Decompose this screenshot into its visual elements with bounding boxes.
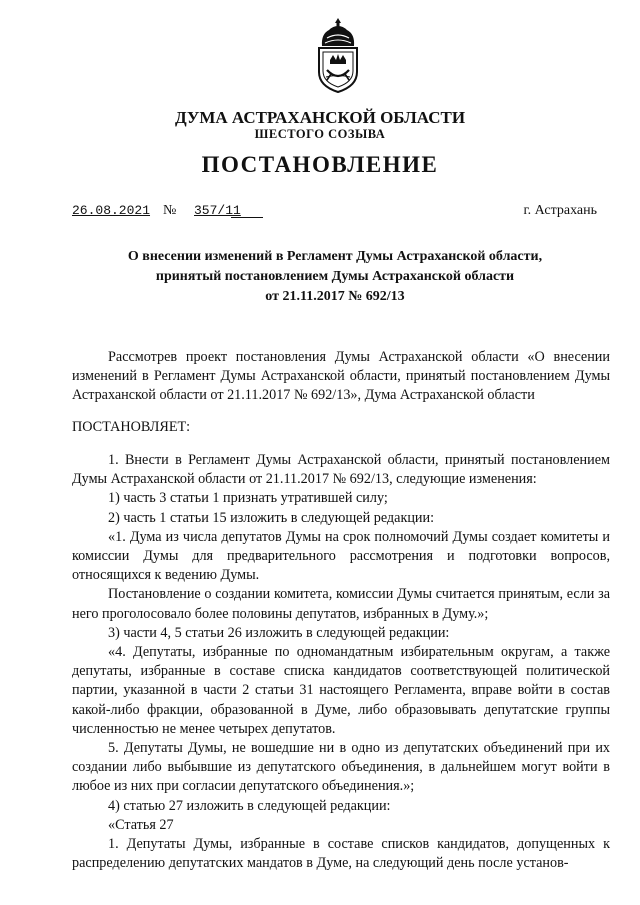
number-underline bbox=[231, 205, 263, 218]
body-paragraph: 1) часть 3 статьи 1 признать утратившей силу; bbox=[108, 490, 388, 507]
body-paragraph: 3) части 4, 5 статьи 26 изложить в следующей редакции: bbox=[108, 624, 450, 641]
body-paragraph: 1. Депутаты Думы, избранные в составе списков кандидатов, допущенных к распределению депутатских мандатов в Думе, на следующий день после установ- bbox=[72, 836, 610, 872]
document-type-title: ПОСТАНОВЛЕНИЕ bbox=[201, 152, 439, 177]
subject-line-1: О внесении изменений в Регламент Думы Астраханской области, bbox=[127, 249, 543, 264]
preamble-text: Рассмотрев проект постановления Думы Астраханской области «О внесении изменений в Регламент Думы Астраханской области, принятый постановлением Думы Астраханской области от 21.11.2017 № 692/13», Дума Астраханской области bbox=[72, 349, 610, 404]
resolves-text: ПОСТАНОВЛЯЕТ: bbox=[72, 419, 191, 435]
document-subject bbox=[100, 247, 570, 307]
subject-line-3: от 21.11.2017 № 692/13 bbox=[265, 289, 405, 304]
org-name: ДУМА АСТРАХАНСКОЙ ОБЛАСТИ bbox=[174, 108, 466, 127]
coat-of-arms-emblem bbox=[313, 16, 363, 94]
body-paragraph: «Статья 27 bbox=[108, 816, 174, 833]
resolution-heading bbox=[72, 418, 610, 437]
number-sign: № bbox=[163, 203, 177, 218]
body-paragraph: 4) статью 27 изложить в следующей редакции: bbox=[108, 797, 391, 814]
body-paragraph: 1. Внести в Регламент Думы Астраханской области, принятый постановлением Думы Астраханской области от 21.11.2017 № 692/13, следующие изменения: bbox=[72, 452, 610, 488]
convocation: ШЕСТОГО СОЗЫВА bbox=[254, 127, 386, 141]
document-city: г. Астрахань bbox=[523, 203, 597, 218]
body-paragraph: 2) часть 1 статьи 15 изложить в следующей редакции: bbox=[108, 509, 435, 526]
body-paragraph: 5. Депутаты Думы, не вошедшие ни в одно из депутатских объединений при их создании либо выбывшие из депутатского объединения, в дальнейшем могут войти в любое из них при согласии депутатского объединения.»; bbox=[72, 740, 610, 795]
document-date: 26.08.2021 bbox=[72, 203, 151, 218]
body-paragraph: Постановление о создании комитета, комиссии Думы считается принятым, если за него проголосовало более половины депутатов, избранных в Думу.»; bbox=[72, 586, 610, 622]
document-body bbox=[72, 451, 610, 873]
body-paragraph: «4. Депутаты, избранные по одномандатным избирательным округам, а также депутаты, избранные в составе списка кандидатов соответствующей политической партии, указанной в части 2 статьи 31 настоящего Регламента, вправе войти в состав какой-либо фракции, образованной в Думе, либо образовывать депутатские группы численностью не менее четырех депутатов. bbox=[72, 644, 610, 737]
document-number: 357/11 bbox=[194, 203, 241, 218]
preamble bbox=[72, 348, 610, 406]
body-paragraph: «1. Дума из числа депутатов Думы на срок полномочий Думы создает комитеты и комиссии Думы для предварительного рассмотрения и подготовки вопросов, относящихся к ведению Думы. bbox=[72, 528, 610, 584]
subject-line-2: принятый постановлением Думы Астраханской области bbox=[155, 269, 515, 284]
